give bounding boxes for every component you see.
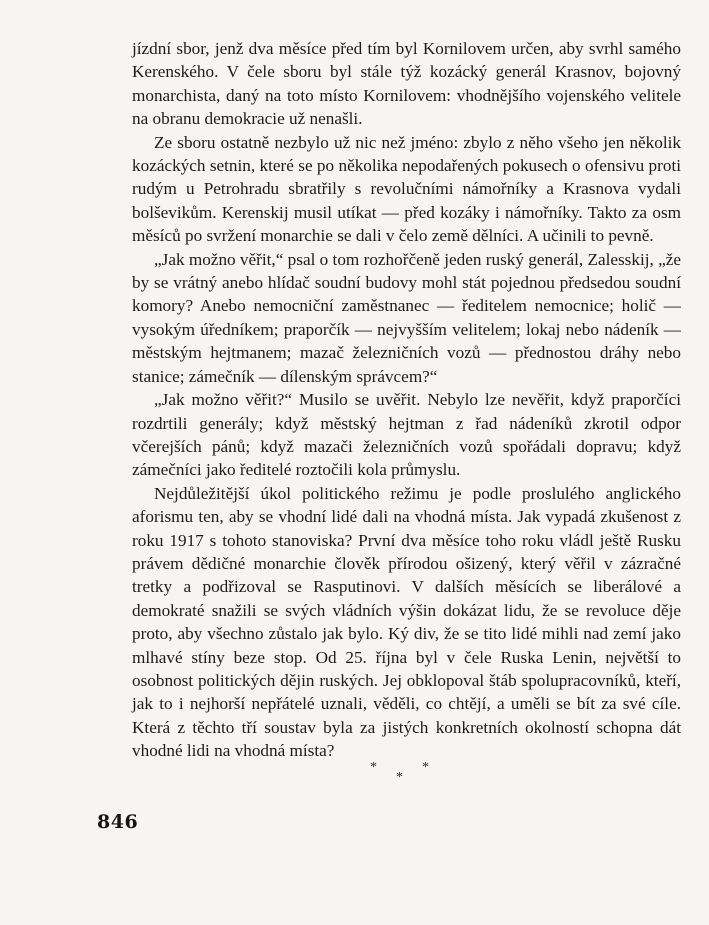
section-separator: [362, 760, 442, 790]
page-number: 846: [97, 811, 139, 833]
separator-star: *: [422, 760, 429, 775]
body-text: [132, 37, 681, 763]
separator-star: *: [396, 770, 403, 785]
paragraph-4: „Jak možno věřit?“ Musilo se uvěřit. Nebylo lze nevěřit, když praporčíci rozdrtili generály; když městský hejtman z řad nádeníků zkrotil odpor včerejších pánů; když mazači železničních vozů spořádali dopravu; když zámečníci jako ředitelé roztočili kola průmyslu.: [132, 390, 681, 480]
paragraph-5: Nejdůležitější úkol politického režimu je podle proslulého anglického aforismu ten, aby se vhodní lidé dali na vhodná místa. Jak vypadá zkušenost z roku 1917 s tohoto stanoviska? První dva měsíce toho roku vládl ještě Rusku právem dědičné monarchie člověk přírodou ošizený, který věřil v zázračné tretky a podřizoval se Rasputinovi. V dalších měsících se liberálové a demokraté snažili se svých vládních výšin dokázat lidu, že se revoluce děje proto, aby všechno zůstalo jak bylo. Ký div, že se tito lidé mihli nad zemí jako mlhavé stíny beze stop. Od 25. října byl v čele Ruska Lenin, největší to osobnost politických dějin ruských. Jej obklopoval štáb spolupracovníků, kteří, jak to i nejhorší nepřátelé uznali, věděli, co chtějí, a uměli se bít za své cíle. Která z těchto tří soustav byla za jistých konkretních okolností schopna dát vhodné lidi na vhodná místa?: [132, 483, 681, 761]
separator-star: *: [370, 760, 377, 775]
paragraph-2: Ze sboru ostatně nezbylo už nic než jméno: zbylo z něho všeho jen několik kozáckých setnin, které se po několika nepodařených pokusech o ofensivu proti rudým u Petrohradu sbratřily s revolučními námořníky a Krasnova vydali bolševikům. Kerenskij musil utíkat — před kozáky i námořníky. Takto za osm měsíců po svržení monarchie se dali v čelo země dělníci. A učinili to pevně.: [132, 132, 681, 246]
paragraph-3: „Jak možno věřit,“ psal o tom rozhořčeně jeden ruský generál, Zalesskij, „že by se vrátný anebo hlídač soudní budovy mohl stát pojednou předsedou soudní komory? Anebo nemocniční zaměstnanec — ředitelem nemocnice; holič — vysokým úředníkem; praporčík — nejvyšším velitelem; lokaj nebo nádeník — městským hejtmanem; mazač železničních vozů — přednostou dráhy nebo stanice; zámečník — dílenským správcem?“: [132, 249, 681, 386]
paragraph-1: jízdní sbor, jenž dva měsíce před tím byl Kornilovem určen, aby svrhl samého Kerenského. V čele sboru byl stále týž kozácký generál Krasnov, bojovný monarchista, daný na toto místo Kornilovem: vhodnějšího vojenského velitele na obranu demokracie už nenašli.: [132, 39, 681, 129]
